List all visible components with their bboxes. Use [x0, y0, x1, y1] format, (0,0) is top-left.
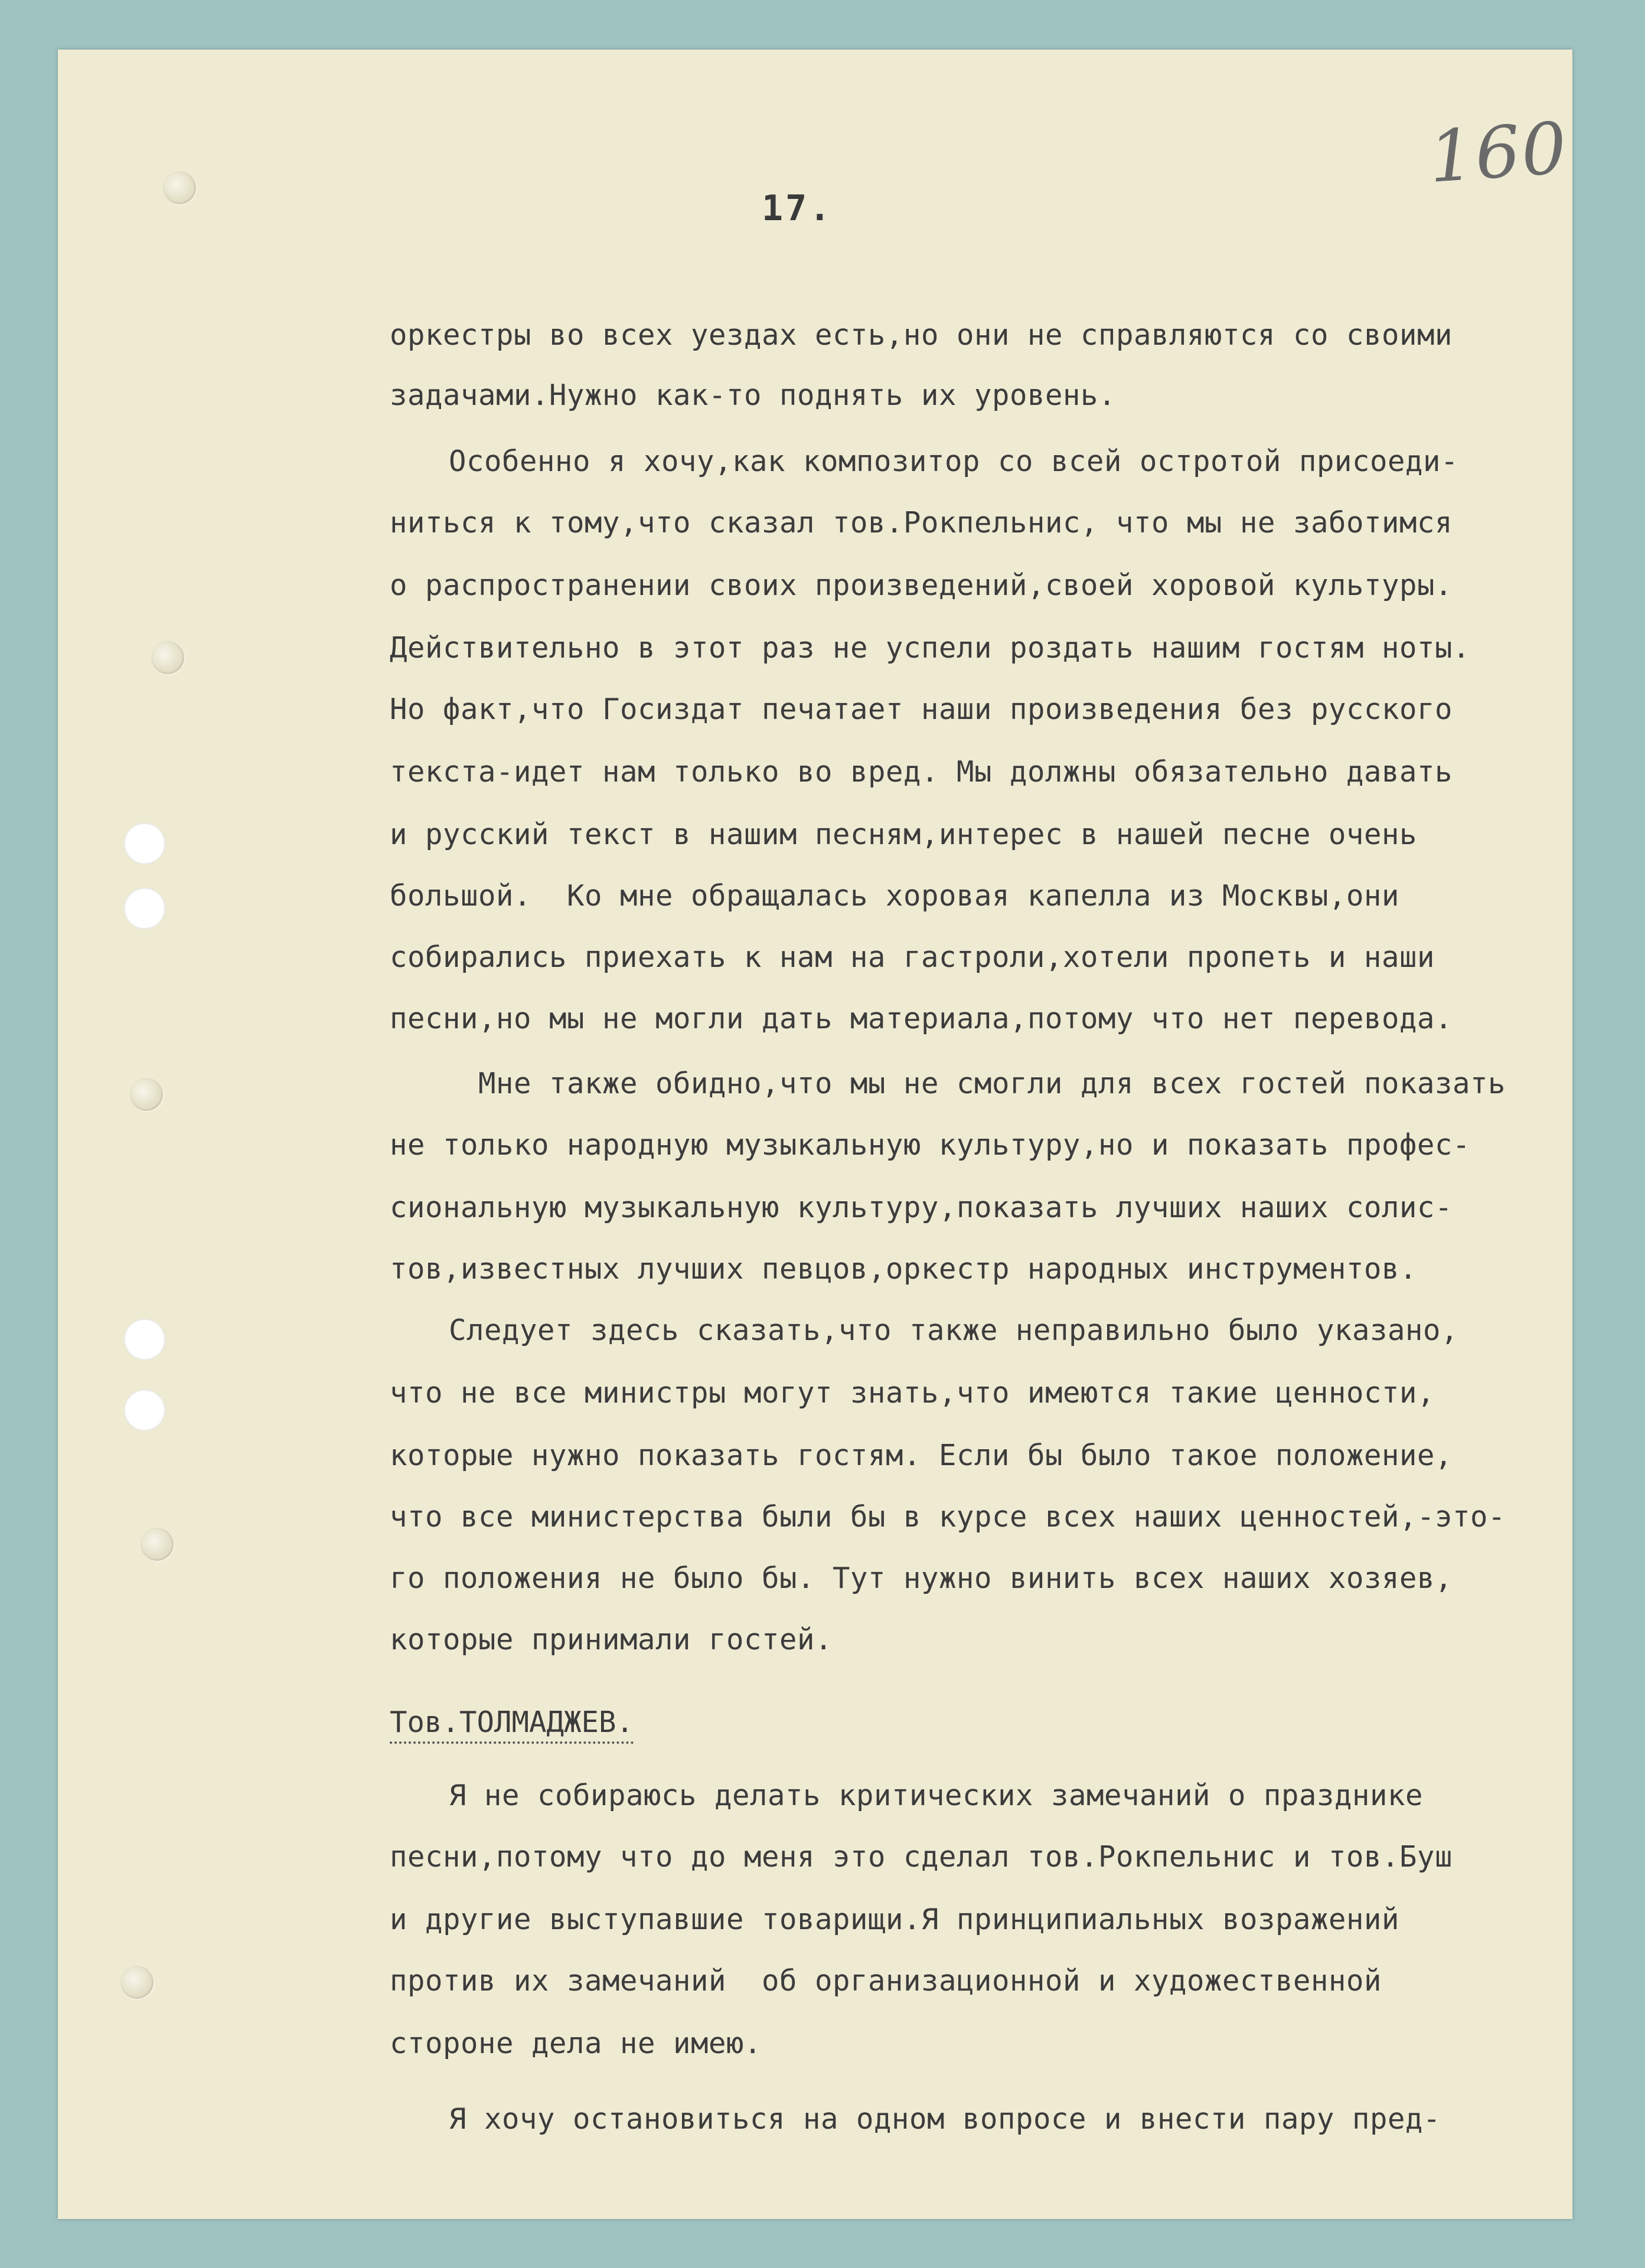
- emboss-mark: [163, 171, 196, 204]
- speaker-heading: Тов.ТОЛМАДЖЕВ.: [390, 1705, 634, 1744]
- punch-hole: [124, 823, 165, 864]
- text-line: большой. Ко мне обращалась хоровая капелла из Москвы,они: [390, 879, 1400, 913]
- emboss-mark: [141, 1528, 174, 1561]
- text-line: Я не собираюсь делать критических замечаний о празднике: [449, 1779, 1424, 1812]
- text-line: которые нужно показать гостям. Если бы было такое положение,: [390, 1439, 1453, 1472]
- text-line: стороне дела не имею.: [390, 2027, 762, 2060]
- text-line: Следует здесь сказать,что также неправильно было указано,: [449, 1313, 1459, 1347]
- punch-hole: [124, 1319, 165, 1360]
- emboss-mark: [151, 641, 184, 674]
- text-line: текста-идет нам только во вред. Мы должны обязательно давать: [390, 755, 1453, 789]
- text-line: о распространении своих произведений,своей хоровой культуры.: [390, 568, 1453, 602]
- text-line: Действительно в этот раз не успели роздать нашим гостям ноты.: [390, 631, 1471, 665]
- punch-hole: [124, 888, 165, 929]
- punch-hole: [124, 1390, 165, 1431]
- text-line: ниться к тому,что сказал тов.Рокпельнис, что мы не заботимся: [390, 506, 1453, 540]
- text-line: го положения не было бы. Тут нужно винить всех наших хозяев,: [390, 1561, 1453, 1595]
- emboss-mark: [130, 1078, 163, 1111]
- text-line: тов,известных лучших певцов,оркестр народных инструментов.: [390, 1252, 1418, 1286]
- text-line: что все министерства были бы в курсе всех наших ценностей,-это-: [390, 1500, 1506, 1534]
- text-line: которые принимали гостей.: [390, 1623, 833, 1656]
- text-line: не только народную музыкальную культуру,но и показать профес-: [390, 1128, 1471, 1162]
- text-line: и русский текст в нашим песням,интерес в нашей песне очень: [390, 818, 1418, 851]
- text-line: и другие выступавшие товарищи.Я принципиальных возражений: [390, 1903, 1400, 1936]
- archive-page-number: 160: [1426, 107, 1571, 200]
- text-line: сиональную музыкальную культуру,показать лучших наших солис-: [390, 1191, 1453, 1224]
- text-line: что не все министры могут знать,что имеются такие ценности,: [390, 1376, 1435, 1410]
- text-line: задачами.Нужно как-то поднять их уровень.: [390, 378, 1117, 412]
- emboss-mark: [120, 1966, 154, 1999]
- text-line: Особенно я хочу,как композитор со всей остротой присоеди-: [449, 445, 1459, 478]
- text-line: песни,потому что до меня это сделал тов.Рокпельнис и тов.Буш: [390, 1840, 1453, 1874]
- text-line: Мне также обидно,что мы не смогли для всех гостей показать: [478, 1067, 1506, 1100]
- text-line: Но факт,что Госиздат печатает наши произведения без русского: [390, 692, 1453, 726]
- text-line: Я хочу остановиться на одном вопросе и внести пару пред-: [449, 2102, 1441, 2136]
- page-number: 17.: [762, 188, 833, 229]
- text-line: собирались приехать к нам на гастроли,хотели пропеть и наши: [390, 940, 1435, 974]
- text-line: против их замечаний об организационной и художественной: [390, 1964, 1382, 1998]
- text-line: песни,но мы не могли дать материала,потому что нет перевода.: [390, 1002, 1453, 1035]
- text-line: оркестры во всех уездах есть,но они не справляются со своими: [390, 318, 1453, 352]
